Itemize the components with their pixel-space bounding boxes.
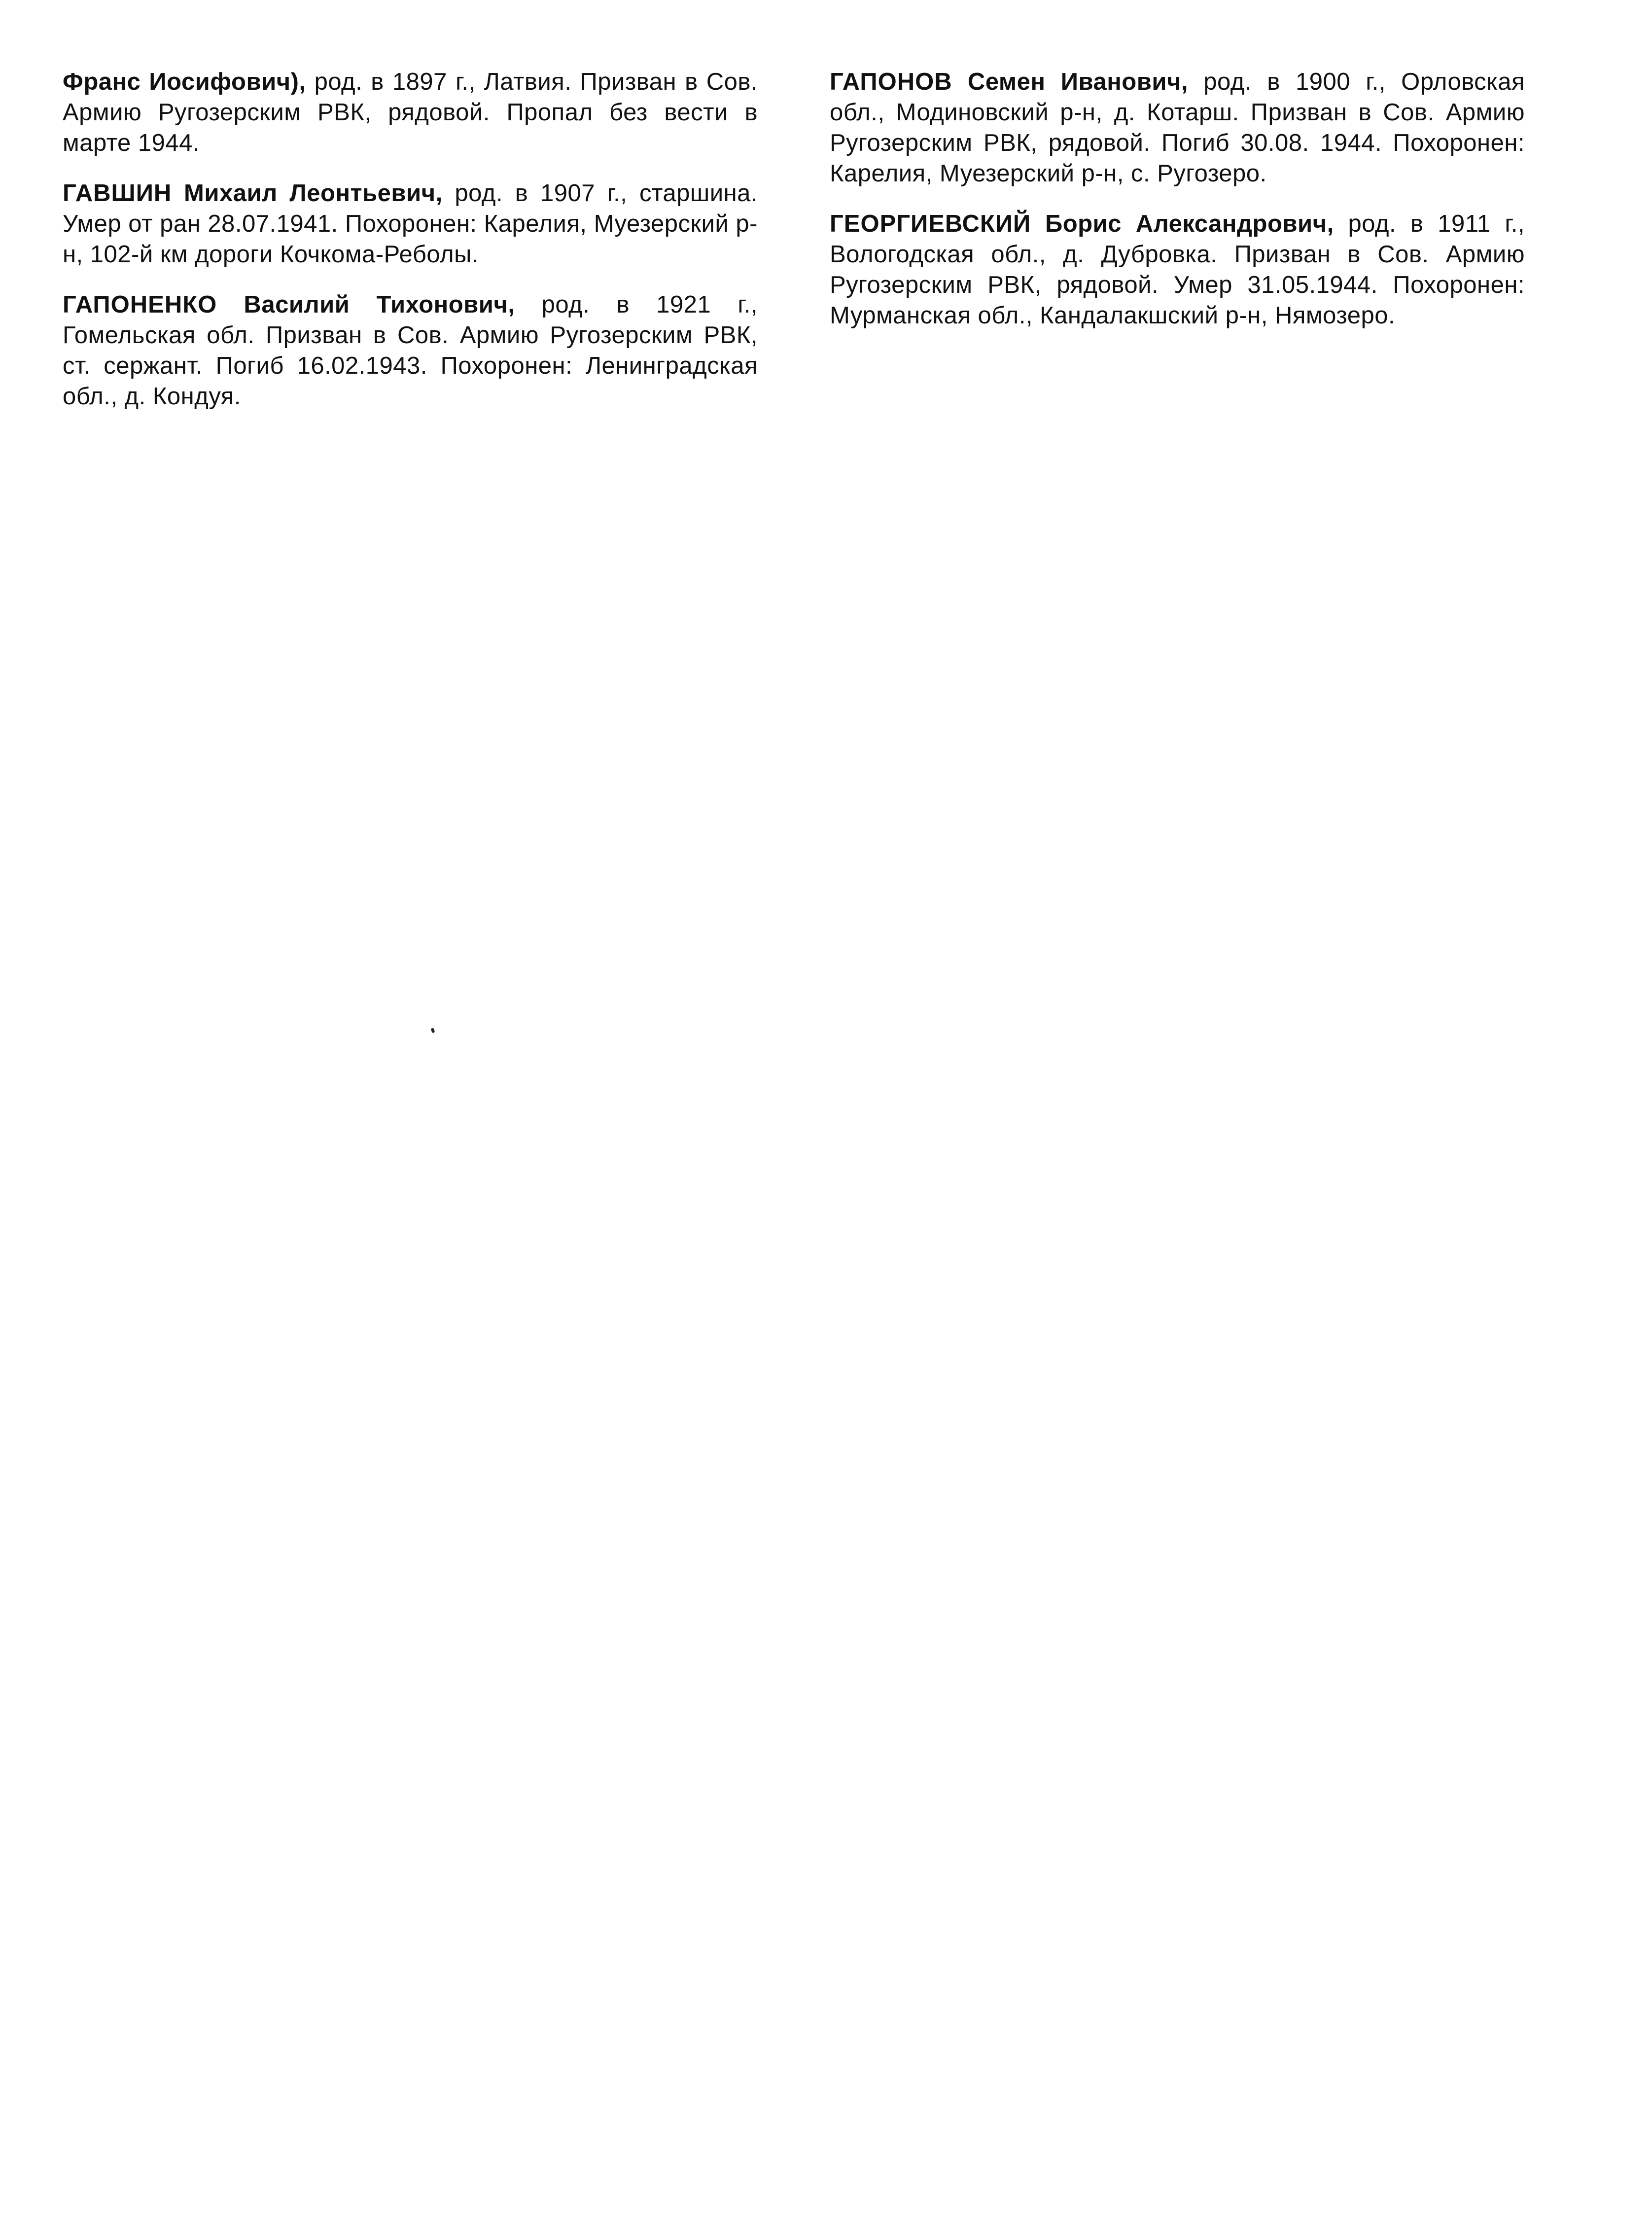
- scan-speck: [430, 1027, 435, 1033]
- record-entry: [830, 209, 1525, 331]
- record-entry: [63, 289, 758, 412]
- record-entry: [63, 67, 758, 158]
- entry-details: род. в 1907 г., старшина. Умер от ран 28.07.1941. Похоронен: Карелия, Муезерский р-н, 102-й км дороги Кочкома-Реболы.: [63, 180, 758, 268]
- entry-details: род. в 1921 г., Гомельская обл. Призван в Сов. Армию Ругозерским РВК, ст. сержант. Погиб 16.02.1943. Похоронен: Ленинградская обл., д. Кондуя.: [63, 291, 758, 410]
- entry-given-name: Василий Тихонович,: [217, 291, 515, 318]
- record-entry: [830, 67, 1525, 189]
- entry-details: род. в 1911 г., Вологодская обл., д. Дубровка. Призван в Сов. Армию Ругозерским РВК, рядовой. Умер 31.05.1944. Похоронен: Мурманская обл., Кандалакшский р-н, Нямозеро.: [830, 211, 1525, 329]
- entry-surname: ГАПОНЕНКО: [63, 291, 217, 318]
- entry-details: род. в 1900 г., Орловская обл., Модиновский р-н, д. Котарш. Призван в Сов. Армию Ругозерским РВК, рядовой. Погиб 30.08. 1944. Похоронен: Карелия, Муезерский р-н, с. Ругозеро.: [830, 69, 1525, 187]
- entry-surname: ГАПОНОВ: [830, 69, 952, 95]
- entry-details: род. в 1897 г., Латвия. Призван в Сов. Армию Ругозерским РВК, рядовой. Пропал без вести в марте 1944.: [63, 69, 758, 156]
- entry-surname: ГЕОРГИЕВСКИЙ: [830, 211, 1031, 237]
- record-entry: [63, 178, 758, 270]
- entry-surname: ГАВШИН: [63, 180, 172, 207]
- entry-given-name: Семен Иванович,: [952, 69, 1189, 95]
- left-column: [63, 67, 758, 431]
- entry-given-name: Борис Александрович,: [1031, 211, 1334, 237]
- right-column: [830, 67, 1525, 351]
- entry-given-name: Франс Иосифович),: [63, 69, 306, 95]
- entry-given-name: Михаил Леонтьевич,: [172, 180, 443, 207]
